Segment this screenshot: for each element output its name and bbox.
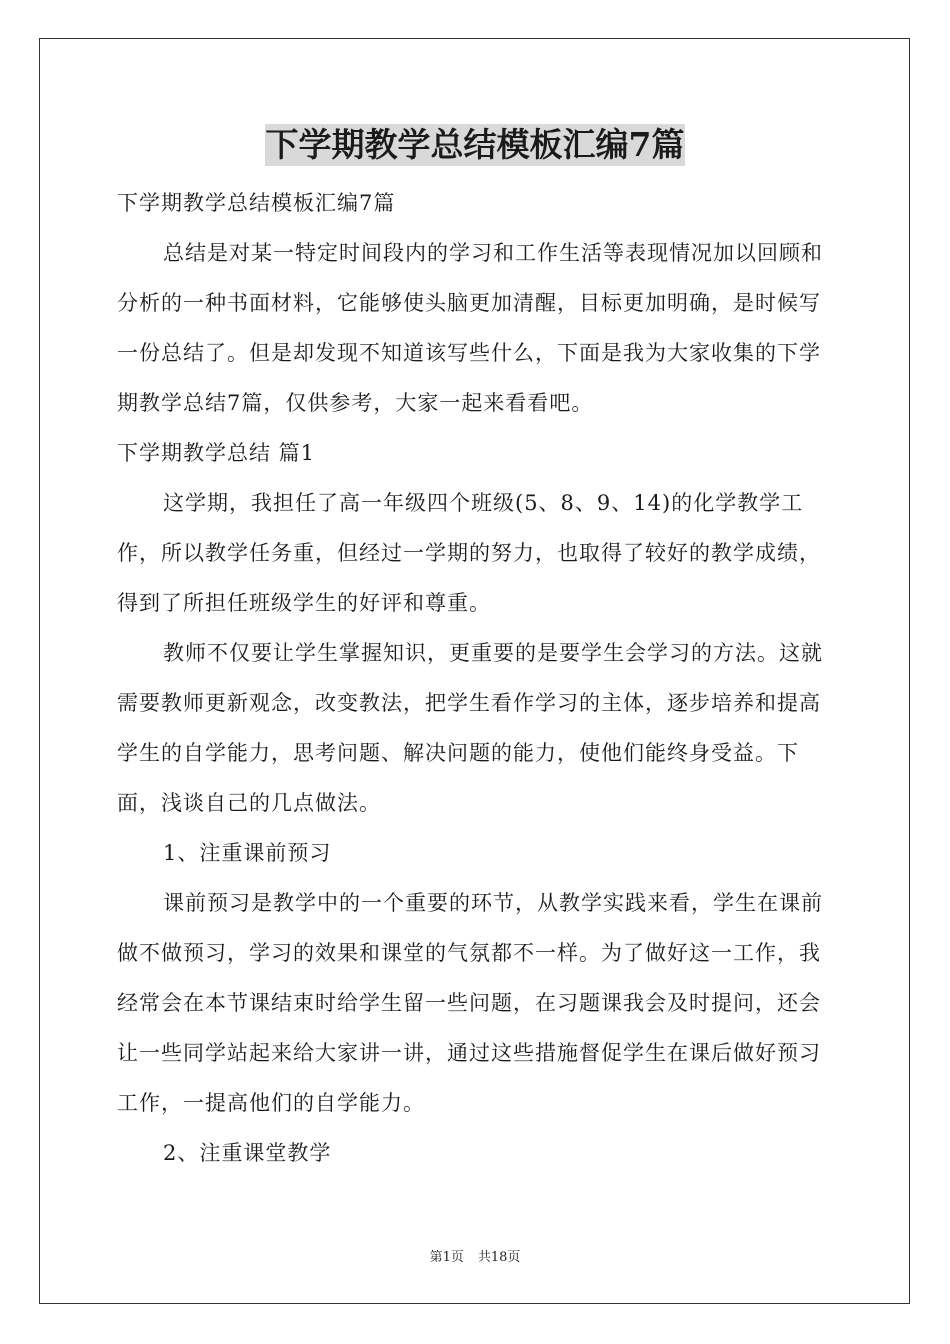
document-title xyxy=(0,124,950,166)
body-paragraph: 课前预习是教学中的一个重要的环节，从教学实践来看，学生在课前做不做预习，学习的效果和课堂的气氛都不一样。为了做好这一工作，我经常会在本节课结束时给学生留一些问题，在习题课我会及时提问，还会让一些同学站起来给大家讲一讲，通过这些措施督促学生在课后做好预习工作，一提高他们的自学能力。 xyxy=(117,891,823,1115)
section-heading: 下学期教学总结 篇1 xyxy=(117,441,316,465)
document-body xyxy=(117,178,833,1178)
page-total: 共18页 xyxy=(477,1250,521,1265)
intro-paragraph: 总结是对某一特定时间段内的学习和工作生活等表现情况加以回顾和分析的一种书面材料，它能够使头脑更加清醒，目标更加明确，是时候写一份总结了。但是却发现不知道该写些什么，下面是我为大家收集的下学期教学总结7篇，仅供参考，大家一起来看看吧。 xyxy=(117,241,823,415)
page-number: 第1页 xyxy=(429,1250,464,1265)
subsection-heading: 2、注重课堂教学 xyxy=(163,1141,332,1165)
body-paragraph: 教师不仅要让学生掌握知识，更重要的是要学生会学习的方法。这就需要教师更新观念，改变教法，把学生看作学习的主体，逐步培养和提高学生的自学能力，思考问题、解决问题的能力，使他们能终身受益。下面，浅谈自己的几点做法。 xyxy=(117,641,823,815)
document-title-text: 下学期教学总结模板汇编7篇 xyxy=(265,125,685,164)
page-footer xyxy=(0,1246,950,1265)
body-paragraph: 这学期，我担任了高一年级四个班级(5、8、9、14)的化学教学工作，所以教学任务重，但经过一学期的努力，也取得了较好的教学成绩，得到了所担任班级学生的好评和尊重。 xyxy=(117,491,821,615)
document-subtitle: 下学期教学总结模板汇编7篇 xyxy=(117,191,396,215)
subsection-heading: 1、注重课前预习 xyxy=(163,841,332,865)
